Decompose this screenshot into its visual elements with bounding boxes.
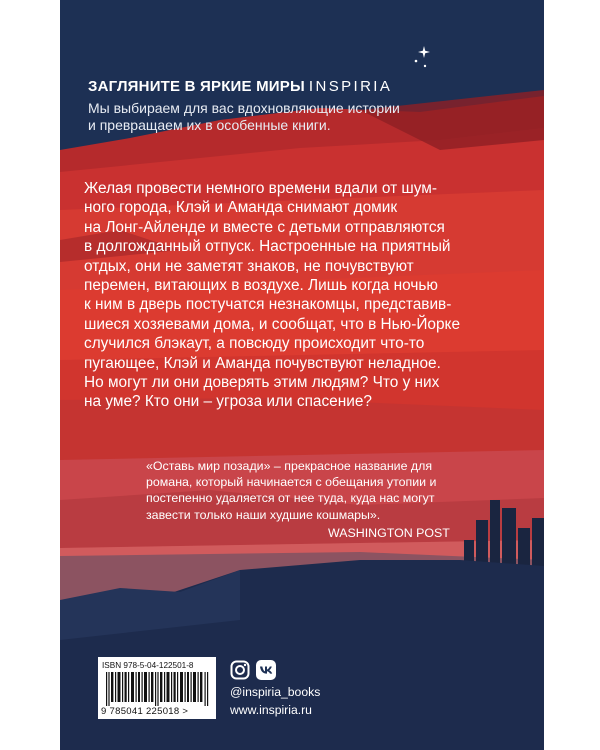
review-quote: «Оставь мир позади» – прекрасное название для романа, который начинается с обещания утопии и постепенно удаляется от нее туда, куда нас могут завести только наши худшие кошмары». [146,459,437,522]
series-slogan: ЗАГЛЯНИТЕ В ЯРКИЕ МИРЫ [88,78,305,95]
vk-icon[interactable] [256,660,276,680]
blurb-text: Желая провести немного времени вдали от шум- ного города, Клэй и Аманда снимают домик на Лонг-Айленде и вместе с детьми отправляются в долгожданный отпуск. Настроенные на приятный отдых, они не заметят знаков, не почувствуют перемен, витающих в воздухе. Лишь когда ночью к ним в дверь постучатся незнакомцы, представив- шиеся хозяевами дома, и сообщат, что в Нью-Йорке случился блэкаут, а повсюду происходит что-то пугающее, Клэй и Аманда почувствуют неладное. Но могут ли они доверять этим людям? Что у них на уме? Кто они – угроза или спасение? [84,180,461,411]
social-links [230,660,370,720]
review-source: WASHINGTON POST [328,526,450,540]
barcode-panel [98,657,216,719]
subtitle-line: и превращаем их в особенные книги. [88,117,331,133]
barcode-digits: 9 785041 225018 > [101,706,189,717]
instagram-icon[interactable] [230,660,250,680]
book-blurb [84,179,524,412]
book-back-cover [60,0,544,750]
social-handle[interactable]: @inspiria_books [230,685,321,699]
sparkle-icon [410,44,434,72]
series-title [88,78,392,95]
website-link[interactable]: www.inspiria.ru [230,703,312,717]
subtitle-line: Мы выбираем для вас вдохновляющие истории [88,100,400,116]
brand-name: INSPIRIA [308,78,393,95]
barcode-graphic [106,672,210,706]
series-subtitle [88,100,528,134]
isbn-number: ISBN 978-5-04-122501-8 [102,661,194,670]
